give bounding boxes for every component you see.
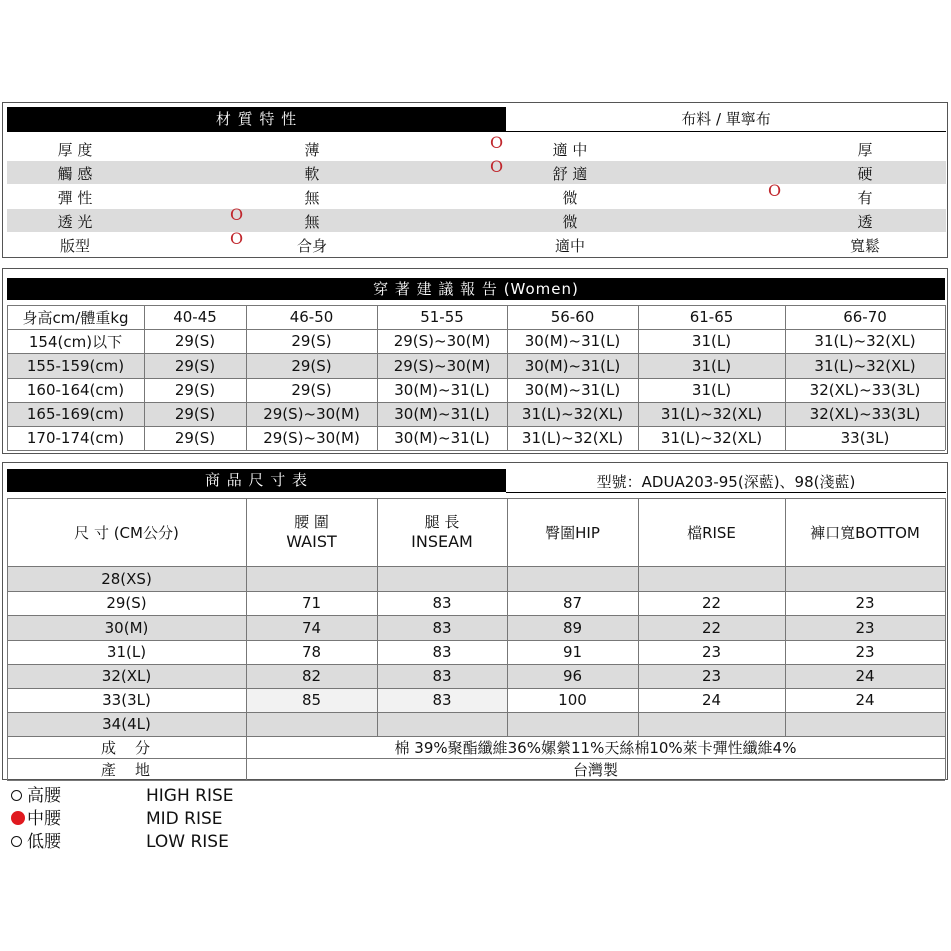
- fit-header-cell: 身高cm/體重kg: [22, 308, 129, 327]
- size-value-cell: 87: [562, 594, 583, 612]
- material-option-low: 合身: [296, 236, 327, 255]
- material-option-low: 無: [304, 212, 320, 231]
- origin-value: 台灣製: [572, 760, 618, 779]
- fit-cell: 29(S)~30(M): [263, 405, 360, 423]
- size-value-cell: [377, 712, 507, 736]
- material-option-high: 透: [857, 212, 873, 231]
- material-marker: O: [490, 157, 504, 176]
- fit-cell: 31(L)~32(XL): [814, 356, 916, 375]
- fit-cell: 160-164(cm): [26, 381, 125, 399]
- size-value-cell: 91: [562, 643, 583, 661]
- material-row-band: [7, 157, 946, 184]
- material-option-high: 厚: [857, 140, 873, 159]
- material-row-label: 彈 性: [57, 188, 93, 207]
- size-label-cell: 29(S): [106, 594, 147, 612]
- fit-cell: 29(S): [174, 381, 216, 399]
- material-option-high: 硬: [857, 164, 873, 183]
- fit-cell: 29(S): [174, 356, 216, 375]
- fit-cell: 31(L): [691, 356, 732, 375]
- fit-cell: 33(3L): [840, 429, 890, 447]
- material-option-low: 無: [304, 188, 320, 207]
- size-value-cell: [246, 566, 377, 591]
- fabric-label: 布料 / 單寧布: [506, 107, 946, 132]
- fit-cell: 29(S): [174, 405, 216, 423]
- rise-label-cn: 中腰: [27, 809, 61, 829]
- material-row-label: 版型: [59, 236, 90, 255]
- size-value-cell: 85: [301, 691, 322, 709]
- size-value-cell: 22: [701, 618, 722, 637]
- size-value-cell: 83: [432, 643, 452, 661]
- material-option-mid: 舒 適: [552, 164, 588, 183]
- material-marker: O: [230, 205, 244, 224]
- material-option-mid: 微: [562, 212, 578, 231]
- size-header-bottom: 褲口寬BOTTOM: [810, 523, 920, 542]
- inseam-en: INSEAM: [411, 532, 473, 551]
- fit-title: 穿 著 建 議 報 告 (Women): [7, 278, 945, 300]
- size-value-cell: 83: [432, 667, 452, 685]
- size-header-hip: 臀圍HIP: [545, 523, 600, 542]
- rise-radio-icon: [11, 790, 22, 801]
- fit-header-cell: 51-55: [420, 308, 464, 326]
- size-value-cell: 100: [558, 691, 587, 709]
- fit-header-cell: 40-45: [173, 308, 217, 326]
- fit-header-cell: 46-50: [289, 308, 334, 326]
- size-label-cell: 30(M): [104, 618, 149, 637]
- material-option-low: 軟: [304, 164, 320, 183]
- material-row-label: 透 光: [57, 212, 93, 231]
- size-header-rise: 檔RISE: [687, 523, 736, 542]
- size-value-cell: [377, 566, 507, 591]
- size-value-cell: [246, 712, 377, 736]
- material-option-mid: 適中: [554, 236, 585, 255]
- waist-cn: 腰 圍: [294, 513, 329, 531]
- size-header-inseam: [377, 498, 507, 566]
- waist-en: WAIST: [286, 532, 337, 551]
- fit-cell: 30(M)~31(L): [524, 356, 621, 375]
- fit-cell: 30(M)~31(L): [524, 332, 621, 350]
- size-label-cell: 31(L): [106, 643, 147, 661]
- fit-cell: 31(L): [691, 332, 732, 350]
- size-value-cell: 22: [701, 594, 722, 612]
- fit-cell: 29(S): [174, 429, 216, 447]
- material-row-label: 觸 感: [57, 164, 93, 183]
- fit-cell: 29(S)~30(M): [263, 429, 360, 447]
- fit-cell: 30(M)~31(L): [524, 381, 621, 399]
- size-value-cell: 23: [701, 643, 722, 661]
- composition-value: 棉 39%聚酯纖維36%嫘縈11%天絲棉10%萊卡彈性纖維4%: [394, 738, 797, 757]
- origin-label: 產 地: [100, 760, 152, 779]
- size-value-cell: 24: [855, 691, 875, 709]
- fit-cell: 31(L)~32(XL): [521, 405, 624, 423]
- size-value-cell: 71: [301, 594, 322, 612]
- fit-cell: 29(S): [291, 356, 332, 375]
- fit-header-cell: 56-60: [550, 308, 595, 326]
- material-marker: O: [490, 133, 504, 152]
- fit-header-cell: 66-70: [843, 308, 887, 326]
- size-value-cell: 83: [432, 691, 452, 709]
- size-value-cell: 83: [432, 618, 452, 637]
- size-value-cell: 24: [701, 691, 722, 709]
- fit-cell: 165-169(cm): [26, 405, 125, 423]
- size-label-cell: 34(4L): [102, 715, 151, 733]
- size-header-waist: [246, 498, 377, 566]
- size-label-cell: 28(XS): [101, 569, 152, 588]
- fit-cell: 155-159(cm): [26, 356, 125, 375]
- size-title: 商 品 尺 寸 表: [7, 469, 506, 492]
- size-value-cell: [638, 566, 785, 591]
- rise-radio-icon: [11, 836, 22, 847]
- size-value-cell: 23: [701, 667, 722, 685]
- material-option-high: 有: [857, 188, 873, 207]
- fit-cell: 31(L)~32(XL): [660, 405, 763, 423]
- inseam-cn: 腿 長: [424, 513, 460, 531]
- model-number: 型號：ADUA203-95(深藍)、98(淺藍): [506, 469, 946, 493]
- size-value-cell: 23: [855, 594, 875, 612]
- fit-cell: 32(XL)~33(3L): [809, 405, 921, 423]
- fit-cell: 29(S)~30(M): [393, 356, 491, 375]
- fit-cell: 31(L): [691, 381, 732, 399]
- fit-vline: [945, 305, 946, 450]
- material-row-label: 厚 度: [57, 140, 93, 159]
- fit-cell: 29(S): [174, 332, 216, 350]
- fit-cell: 29(S): [291, 332, 332, 350]
- material-title: 材 質 特 性: [7, 107, 506, 131]
- size-value-cell: 96: [562, 667, 583, 685]
- size-value-cell: 78: [301, 643, 322, 661]
- size-value-cell: [507, 566, 638, 591]
- size-value-cell: 89: [562, 618, 583, 637]
- size-hline: [7, 780, 945, 781]
- fit-cell: 30(M)~31(L): [394, 429, 490, 447]
- material-option-mid: 適 中: [552, 140, 588, 159]
- rise-label-en: LOW RISE: [146, 832, 229, 852]
- rise-label-cn: 低腰: [27, 832, 61, 852]
- size-value-cell: 24: [855, 667, 875, 685]
- size-header-size: 尺 寸 (CM公分): [74, 523, 179, 542]
- fit-cell: 31(L)~32(XL): [660, 429, 763, 447]
- size-value-cell: [638, 712, 785, 736]
- size-value-cell: 23: [855, 643, 875, 661]
- material-marker: O: [768, 181, 782, 200]
- material-option-high: 寬鬆: [849, 236, 880, 255]
- composition-label: 成 分: [100, 738, 152, 757]
- fit-cell: 30(M)~31(L): [394, 381, 490, 399]
- fit-cell: 29(S): [291, 381, 332, 399]
- size-value-cell: [785, 712, 945, 736]
- fit-cell: 30(M)~31(L): [394, 405, 490, 423]
- fit-cell: 170-174(cm): [26, 429, 125, 447]
- size-value-cell: 74: [301, 618, 322, 637]
- size-value-cell: 83: [432, 594, 452, 612]
- fit-header-cell: 61-65: [689, 308, 734, 326]
- fit-cell: 32(XL)~33(3L): [809, 381, 921, 399]
- fit-hline: [7, 450, 945, 451]
- fit-cell: 31(L)~32(XL): [521, 429, 624, 447]
- rise-label-cn: 高腰: [27, 786, 61, 806]
- rise-radio-icon: [11, 811, 25, 825]
- fit-cell: 154(cm)以下: [28, 332, 123, 351]
- size-label-cell: 32(XL): [101, 667, 152, 685]
- fit-cell: 29(S)~30(M): [393, 332, 491, 350]
- size-vline: [945, 498, 946, 780]
- rise-label-en: MID RISE: [146, 809, 223, 829]
- material-marker: O: [230, 229, 244, 248]
- size-label-cell: 33(3L): [102, 691, 151, 709]
- size-value-cell: [507, 712, 638, 736]
- size-value-cell: 23: [855, 618, 875, 637]
- size-value-cell: 82: [301, 667, 322, 685]
- fit-cell: 31(L)~32(XL): [814, 332, 916, 350]
- material-row-band: [7, 205, 946, 232]
- size-value-cell: [785, 566, 945, 591]
- material-option-low: 薄: [304, 140, 320, 159]
- rise-label-en: HIGH RISE: [146, 786, 234, 806]
- material-option-mid: 微: [562, 188, 578, 207]
